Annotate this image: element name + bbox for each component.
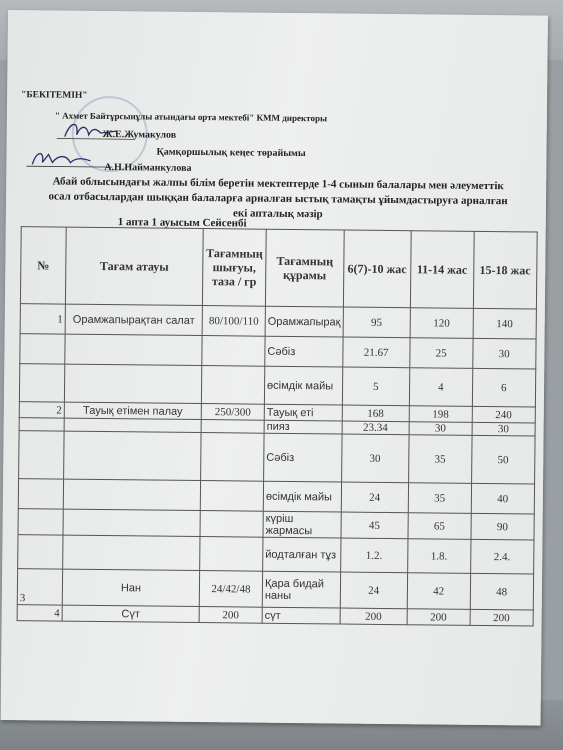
dish-name [64, 431, 201, 480]
portion-size: 250/300 [201, 404, 264, 421]
amount-age-6-10: 30 [341, 434, 408, 483]
ingredient-name: өсімдік майы [263, 481, 341, 512]
ingredient-name: пияз [264, 420, 342, 434]
row-number [18, 535, 63, 569]
dish-name: Нан [62, 569, 199, 606]
row-number [20, 334, 65, 364]
amount-age-6-10: 23.34 [342, 421, 409, 435]
dish-name [63, 535, 200, 570]
portion-size [202, 336, 265, 367]
amount-age-15-18: 240 [472, 406, 535, 423]
col-ingredients: Тағамның құрамы [265, 229, 344, 307]
col-age-6-10: 6(7)-10 жас [343, 230, 411, 308]
dish-name [64, 364, 201, 403]
ingredient-name: Сәбіз [265, 336, 343, 367]
amount-age-6-10: 200 [340, 608, 407, 625]
portion-size [200, 537, 263, 572]
portion-size: 200 [199, 607, 262, 624]
row-number: 3 [17, 569, 62, 605]
title-line-1: Абай облысындағы жалпы білім беретін мектептерде 1-4 сынып балалары мен әлеуметтік [52, 175, 504, 193]
dish-name [63, 509, 200, 536]
amount-age-6-10: 5 [342, 367, 409, 406]
ingredient-name: Сәбіз [264, 433, 342, 482]
table-row [19, 364, 535, 407]
amount-age-11-14: 198 [409, 406, 472, 423]
council-title: Қамқоршылық кеңес төрайымы [156, 146, 306, 160]
row-number [19, 418, 64, 431]
amount-age-11-14: 35 [408, 483, 471, 514]
amount-age-15-18: 50 [471, 435, 534, 484]
week-label: 1 апта 1 ауысым Сейсенбі [117, 216, 247, 230]
amount-age-15-18: 140 [473, 308, 536, 339]
portion-size [201, 433, 264, 482]
col-dish-name: Тағам атауы [65, 227, 203, 305]
amount-age-11-14: 200 [407, 609, 470, 626]
amount-age-15-18: 2.4. [470, 539, 533, 574]
amount-age-6-10: 24 [341, 482, 408, 513]
ingredient-name: өсімдік майы [264, 366, 342, 405]
portion-size [201, 420, 264, 434]
approval-heading: "БЕКІТЕМІН" [21, 90, 88, 101]
menu-document [1, 10, 548, 726]
portion-size: 24/42/48 [199, 571, 262, 608]
col-age-15-18: 15-18 жас [473, 231, 537, 309]
amount-age-11-14: 65 [408, 513, 471, 540]
row-number [18, 479, 63, 509]
portion-size [200, 511, 263, 538]
amount-age-6-10: 24 [340, 572, 407, 609]
amount-age-11-14: 25 [410, 338, 473, 369]
amount-age-15-18: 90 [471, 513, 534, 540]
amount-age-11-14: 35 [408, 435, 471, 484]
menu-table [17, 226, 538, 626]
ingredient-name: Қара бидай наны [262, 571, 340, 608]
amount-age-15-18: 30 [473, 338, 536, 369]
portion-size [201, 366, 264, 405]
amount-age-6-10: 95 [343, 307, 410, 338]
amount-age-6-10: 1.2. [340, 538, 407, 573]
amount-age-11-14: 1.8. [407, 539, 470, 574]
row-number [18, 509, 63, 535]
row-number: 4 [17, 605, 62, 621]
row-number [19, 431, 65, 479]
chair-signature [26, 148, 116, 173]
dish-name: Сүт [62, 605, 199, 622]
amount-age-11-14: 42 [407, 573, 470, 610]
dish-name: Тауық етімен палау [64, 402, 201, 419]
amount-age-11-14: 30 [409, 422, 472, 436]
row-number [19, 364, 64, 402]
title-line-3: екі апталық мәзір [232, 207, 323, 221]
amount-age-6-10: 45 [341, 512, 408, 539]
portion-size [200, 481, 263, 512]
council-chair-name: А.Н.Найманкулова [104, 162, 192, 174]
table-row [18, 535, 534, 574]
amount-age-15-18: 200 [470, 609, 533, 626]
amount-age-11-14: 4 [409, 368, 472, 407]
ingredient-name: йодталған тұз [263, 537, 341, 572]
school-line: " Ахмет Байтұрсынұлы атындағы орта мектебі" КММ директоры [54, 110, 328, 124]
col-number: № [20, 227, 66, 304]
amount-age-6-10: 168 [342, 405, 409, 422]
ingredient-name: күріш жармасы [263, 511, 341, 538]
table-row [19, 431, 535, 484]
dish-name: Орамжапырақтан салат [65, 304, 202, 335]
row-number: 1 [20, 304, 65, 334]
ingredient-name: Тауық еті [264, 404, 342, 421]
title-line-2: осал отбасылардан шыққан балаларға арналған ыстық тамақты ұйымдастыруға арналған [48, 190, 508, 208]
amount-age-15-18: 48 [470, 573, 533, 610]
table-header-row [20, 227, 537, 309]
amount-age-15-18: 40 [471, 483, 534, 514]
amount-age-11-14: 120 [410, 308, 473, 339]
director-name: Ж.Е.Жумакулов [102, 128, 177, 141]
dish-name [63, 479, 200, 510]
row-number: 2 [19, 402, 64, 418]
col-age-11-14: 11-14 жас [410, 231, 474, 309]
col-portion: Тағамның шығуы, таза / гр [202, 229, 266, 307]
ingredient-name: Орамжапырақ [265, 306, 343, 337]
table-row [17, 569, 533, 610]
dish-name [65, 334, 202, 365]
amount-age-15-18: 30 [472, 422, 535, 436]
ingredient-name: сүт [262, 607, 340, 624]
portion-size: 80/100/110 [202, 306, 265, 337]
amount-age-15-18: 6 [472, 368, 535, 407]
amount-age-6-10: 21.67 [343, 337, 410, 368]
